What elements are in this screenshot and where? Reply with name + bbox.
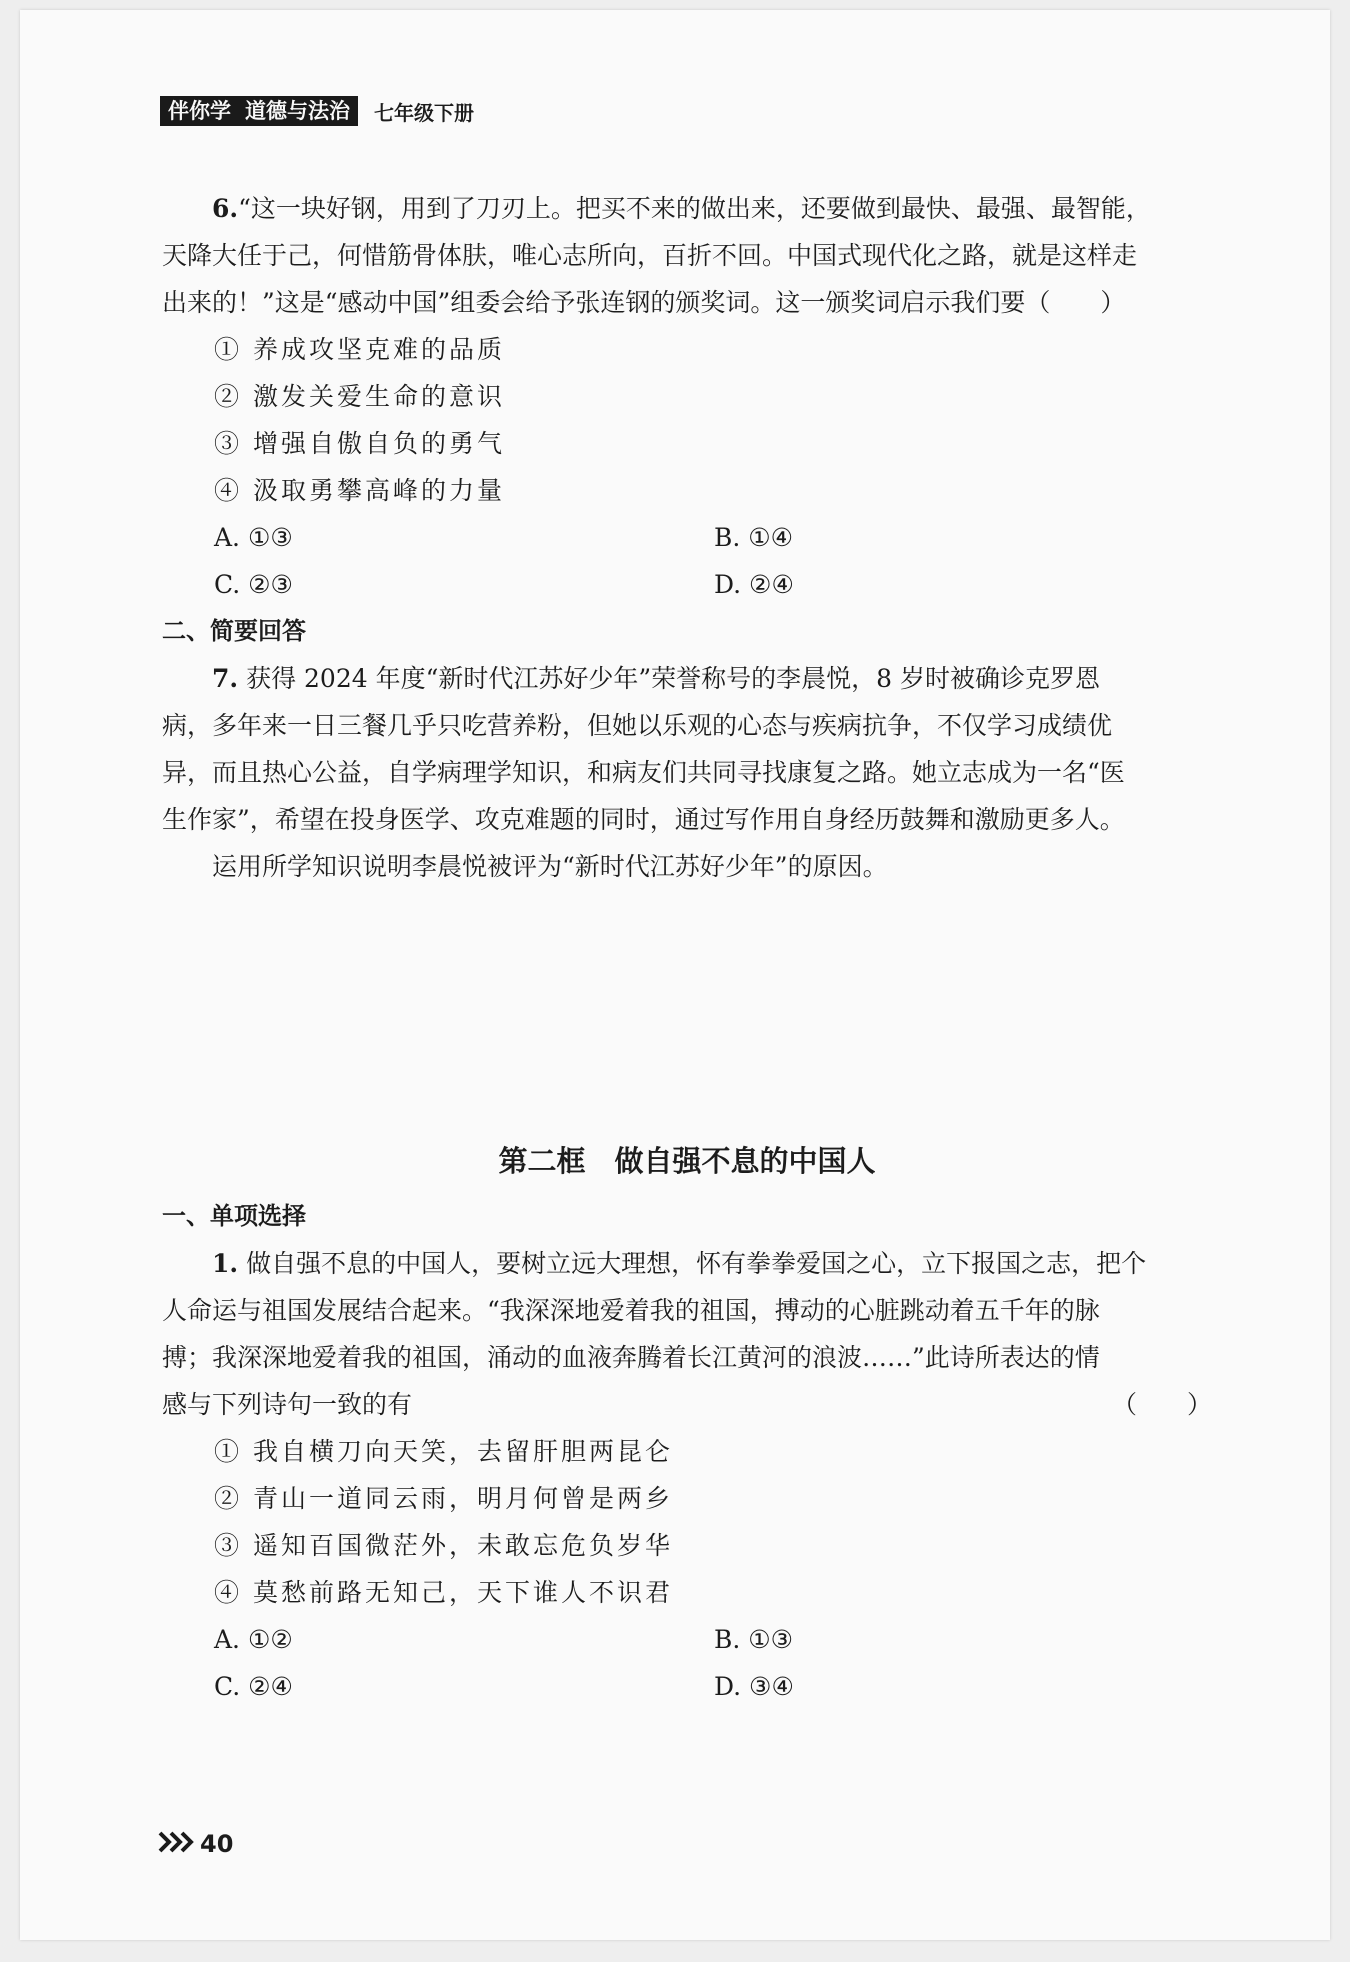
page-footer [158,1830,233,1858]
choice-b[interactable]: B. ①④ [714,523,794,552]
subject-name: 道德与法治 [245,99,350,123]
page-header [160,96,474,126]
triple-chevron-icon [158,1830,196,1858]
question-stem-line: 病，多年来一日三餐几乎只吃营养粉，但她以乐观的心态与疾病抗争，不仅学习成绩优 [162,711,1113,740]
question-stem-line: 感与下列诗句一致的有 （ ） [162,1381,1212,1428]
series-name: 伴你学 [168,99,231,123]
frame-title: 第二框 做自强不息的中国人 [498,1144,876,1178]
question-stem-line: 生作家”，希望在投身医学、攻克难题的同时，通过写作用自身经历鼓舞和激励更多人。 [162,805,1125,834]
question-stem-line: 异，而且热心公益，自学病理学知识，和病友们共同寻找康复之路。她立志成为一名“医 [162,758,1125,787]
section-heading-short-answer: 二、简要回答 [162,617,306,645]
statement-option-3: ③ 增强自傲自负的勇气 [214,429,505,458]
question-stem-line: 人命运与祖国发展结合起来。“我深深地爱着我的祖国，搏动的心脏跳动着五千年的脉 [162,1296,1100,1325]
choice-d[interactable]: D. ③④ [714,1672,794,1701]
statement-option-4: ④ 汲取勇攀高峰的力量 [214,476,505,505]
question-1 [162,1240,1212,1710]
statement-option-3: ③ 遥知百国微茫外，未敢忘危负岁华 [214,1531,673,1560]
statement-option-2: ② 激发关爱生命的意识 [214,382,505,411]
workbook-page [20,10,1330,1940]
question-number: 6. [212,194,239,223]
series-tag [160,96,358,126]
question-stem-line: 搏；我深深地爱着我的祖国，涌动的血液奔腾着长江黄河的浪波……”此诗所表达的情 [162,1343,1100,1372]
question-number: 7. [212,664,239,693]
answer-space[interactable] [162,890,1212,1138]
page-content [162,185,1212,1710]
answer-blank[interactable]: （ ） [1111,1390,1212,1419]
question-7 [162,655,1212,890]
question-stem-line: 天降大任于己，何惜筋骨体肤，唯心志所向，百折不回。中国式现代化之路，就是这样走 [162,241,1138,270]
statement-option-2: ② 青山一道同云雨，明月何曾是两乡 [214,1484,673,1513]
question-stem-line: 出来的！”这是“感动中国”组委会给予张连钢的颁奖词。这一颁奖词启示我们要（ ） [162,288,1126,317]
grade-label: 七年级下册 [374,100,474,125]
page-number: 40 [200,1830,234,1858]
question-number: 1. [212,1249,239,1278]
choice-a[interactable]: A. ①② [214,1625,293,1654]
statement-option-4: ④ 莫愁前路无知己，天下谁人不识君 [214,1578,673,1607]
question-stem-line: 6.“这一块好钢，用到了刀刃上。把买不来的做出来，还要做到最快、最强、最智能， [212,194,1151,223]
question-prompt: 运用所学知识说明李晨悦被评为“新时代江苏好少年”的原因。 [212,852,888,881]
statement-option-1: ① 我自横刀向天笑，去留肝胆两昆仑 [214,1437,673,1466]
statement-option-1: ① 养成攻坚克难的品质 [214,335,505,364]
answer-choices [162,514,1212,608]
choice-c[interactable]: C. ②③ [214,570,293,599]
question-stem-line: 7. 获得 2024 年度“新时代江苏好少年”荣誉称号的李晨悦，8 岁时被确诊克罗恩 [212,664,1100,693]
choice-c[interactable]: C. ②④ [214,1672,293,1701]
question-stem-line: 1. 做自强不息的中国人，要树立远大理想，怀有拳拳爱国之心，立下报国之志，把个 [212,1249,1147,1278]
answer-choices [162,1616,1212,1710]
choice-a[interactable]: A. ①③ [214,523,293,552]
choice-d[interactable]: D. ②④ [714,570,794,599]
section-heading-single-choice: 一、单项选择 [162,1202,306,1230]
choice-b[interactable]: B. ①③ [714,1625,794,1654]
question-6 [162,185,1212,608]
